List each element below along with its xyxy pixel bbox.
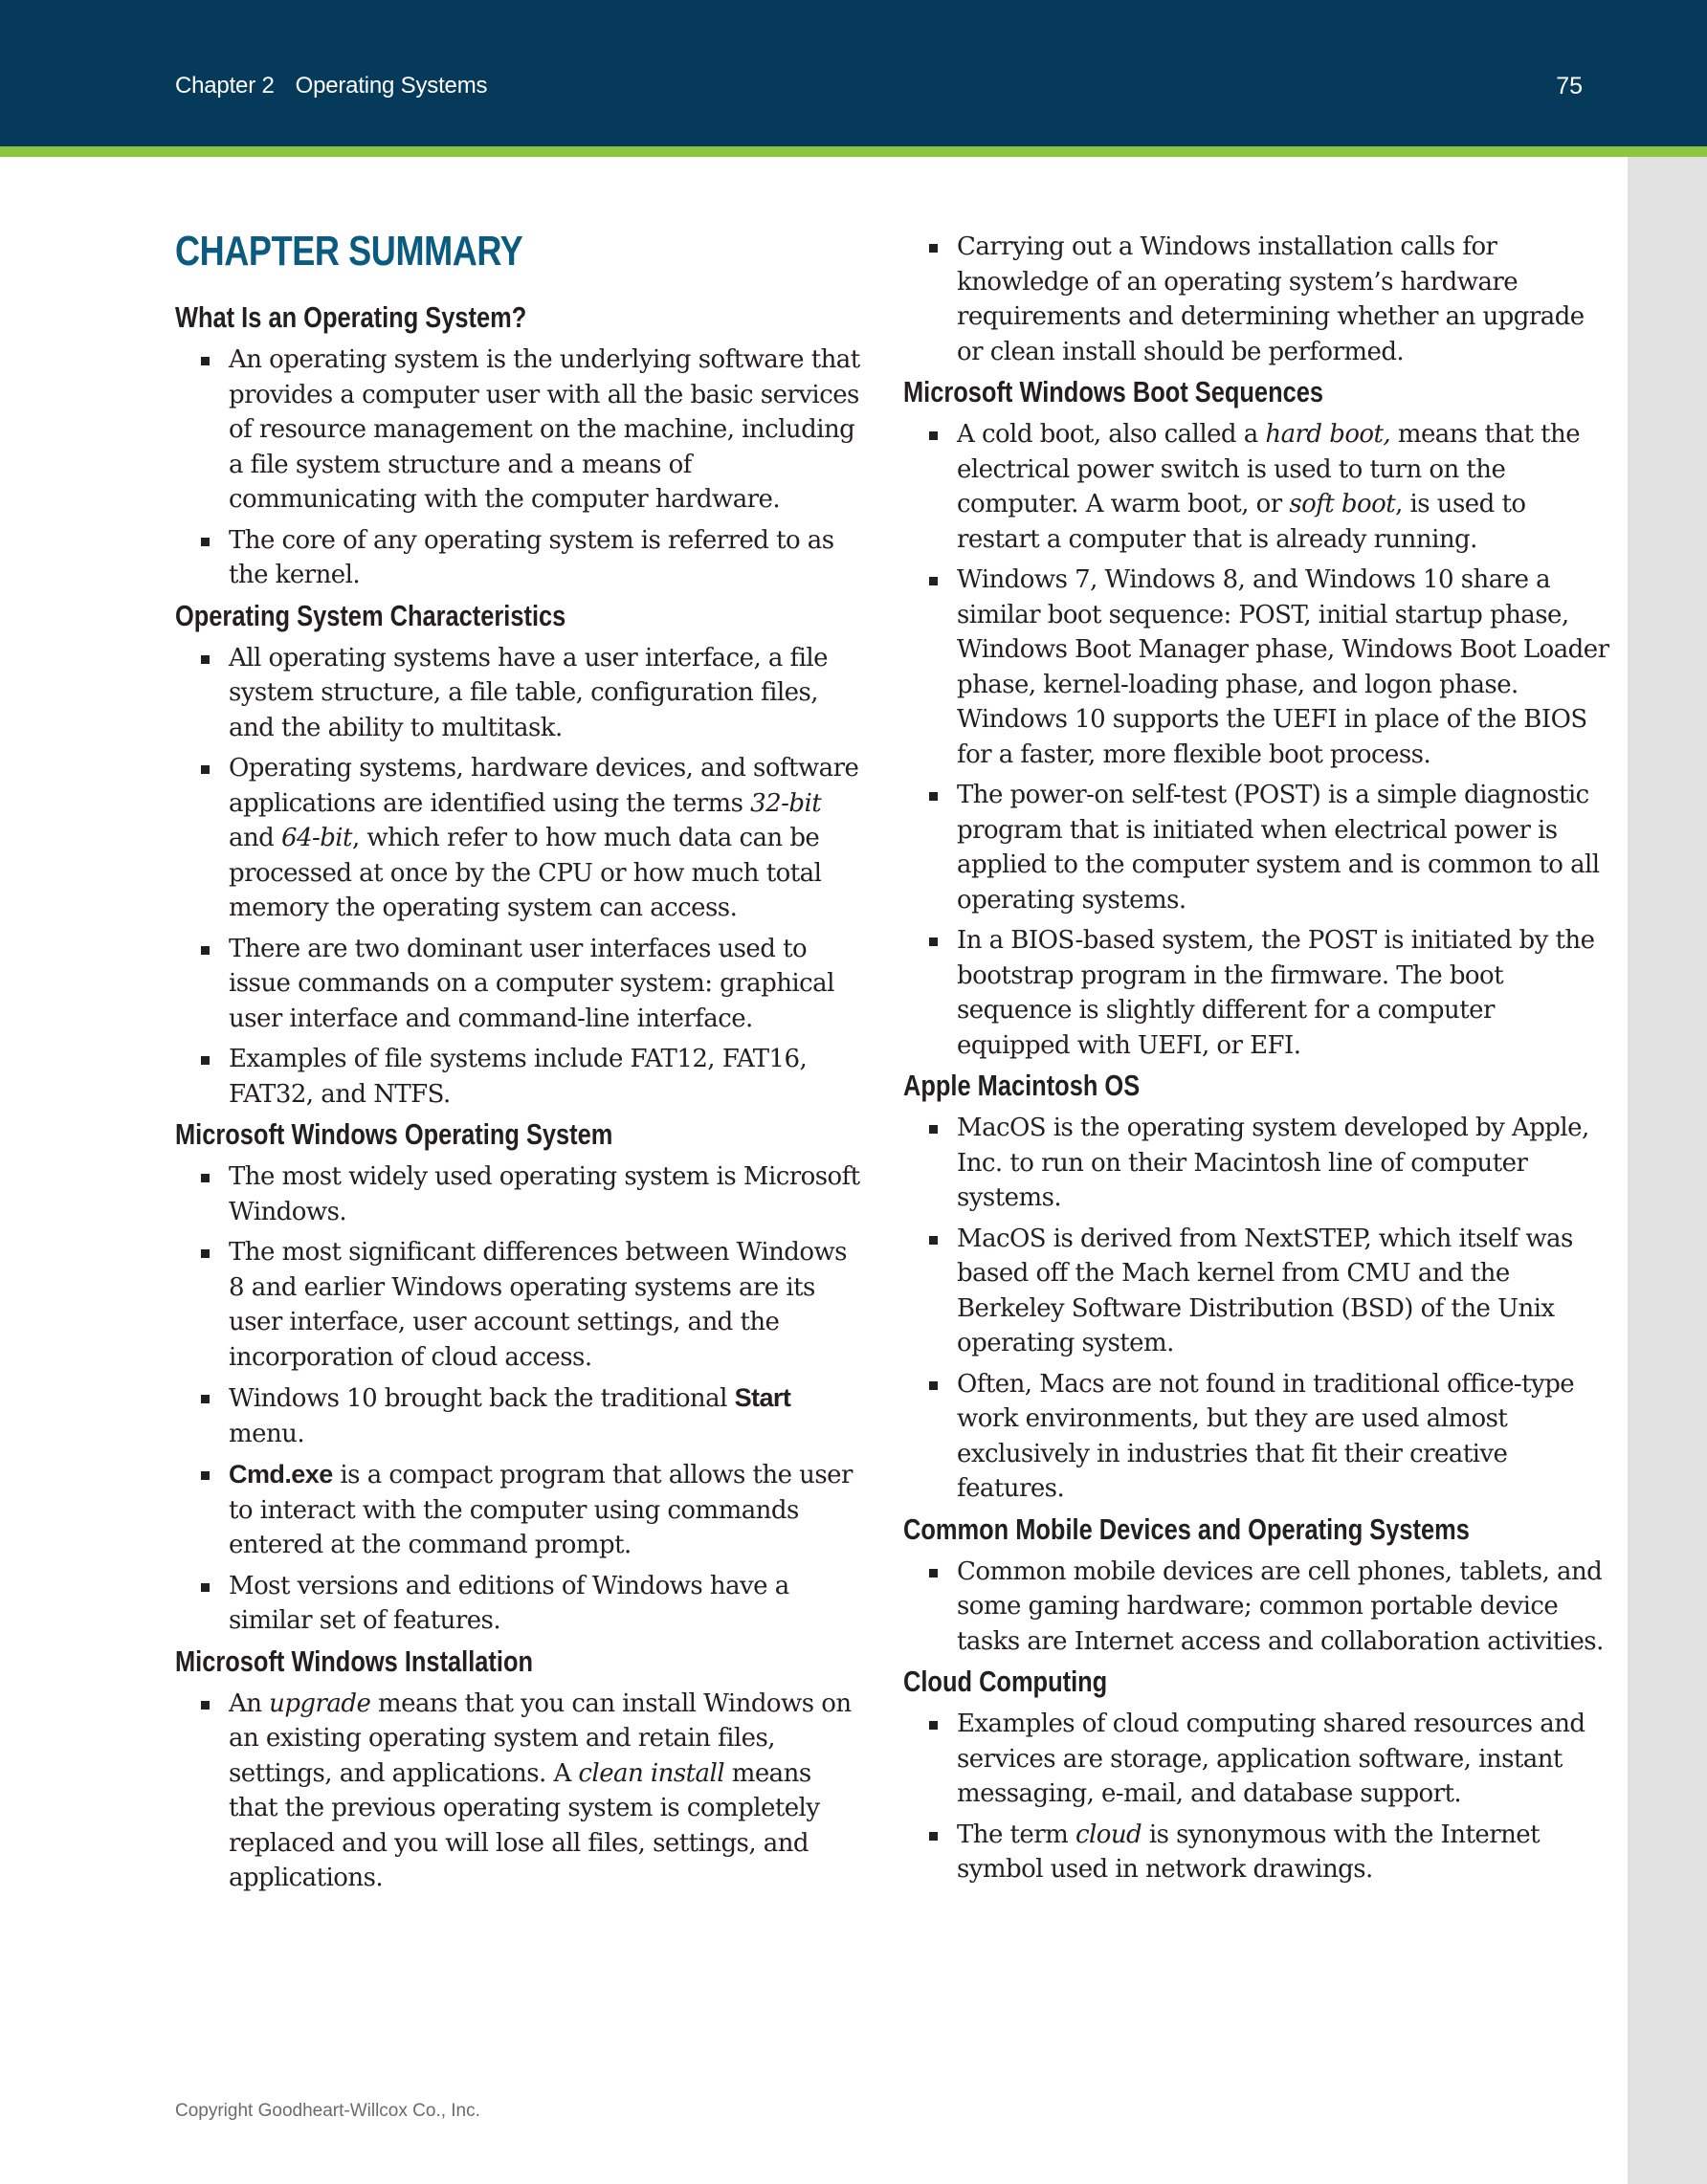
bullet-list — [903, 1707, 1611, 1887]
italic-term: upgrade — [269, 1688, 371, 1718]
bullet-list — [175, 1159, 864, 1639]
text-run: An — [229, 1688, 270, 1718]
text-run: , which refer to how much data can be processed at once by the CPU or how much total memory the operating system can access. — [229, 824, 822, 922]
bullet-list — [903, 417, 1611, 1063]
text-run: is synonymous with the Internet symbol used in network drawings. — [957, 1820, 1540, 1884]
text-run: is a compact program that allows the user to interact with the computer using commands entered at the command prompt. — [229, 1461, 853, 1559]
page-title: CHAPTER SUMMARY — [175, 228, 523, 275]
italic-term: cloud — [1075, 1820, 1142, 1849]
list-item: Most versions and editions of Windows have a similar set of features. — [175, 1569, 864, 1639]
section-heading-windows-install: Microsoft Windows Installation — [175, 1644, 534, 1678]
bullet-list — [175, 641, 864, 1113]
list-item: The power-on self-test (POST) is a simple diagnostic program that is initiated when electrical power is applied to the computer system and is common to all operating systems. — [903, 778, 1611, 917]
list-item — [903, 1818, 1611, 1887]
list-item: The most widely used operating system is Microsoft Windows. — [175, 1159, 864, 1229]
right-column — [903, 230, 1611, 1893]
list-item: Windows 7, Windows 8, and Windows 10 share a similar boot sequence: POST, initial startup phase, Windows Boot Manager phase, Windows Boot Loader phase, kernel-loading phase, and logon phase. Windows 10 supports the UEFI in place of the BIOS for a faster, more flexible boot process. — [903, 563, 1611, 772]
text-run: The term — [957, 1820, 1075, 1849]
text-run: means that you can install Windows on an existing operating system and retain files, settings, and applications. A — [229, 1688, 852, 1788]
text-run: means that the previous operating system is completely replaced and you will lose all files, settings, and applications. — [229, 1758, 820, 1892]
text-run: A cold boot, also called a — [957, 420, 1266, 449]
ui-term: Cmd.exe — [229, 1460, 333, 1489]
bullet-list — [903, 1111, 1611, 1507]
ui-term: Start — [734, 1383, 791, 1412]
list-item: An operating system is the underlying software that provides a computer user with all the basic services of resource management on the machine, including a file system structure and a means of communicating with the computer hardware. — [175, 342, 864, 518]
list-item: Common mobile devices are cell phones, tablets, and some gaming hardware; common portable device tasks are Internet access and collaboration activities. — [903, 1555, 1611, 1660]
list-item: Carrying out a Windows installation calls for knowledge of an operating system’s hardware requirements and determining whether an upgrade or clean install should be performed. — [903, 230, 1611, 369]
margin-bar — [1628, 157, 1707, 2184]
copyright-footer: Copyright Goodheart-Willcox Co., Inc. — [175, 2101, 480, 2121]
list-item: Examples of file systems include FAT12, FAT16, FAT32, and NTFS. — [175, 1042, 864, 1112]
section-heading-cloud: Cloud Computing — [903, 1665, 1108, 1698]
bullet-list — [175, 1687, 864, 1896]
italic-term: 32-bit — [750, 788, 822, 818]
list-item: In a BIOS-based system, the POST is initiated by the bootstrap program in the firmware. The boot sequence is slightly different for a computer equipped with UEFI, or EFI. — [903, 923, 1611, 1063]
text-run: means that the electrical power switch is used to turn on the computer. A warm boot, or — [957, 420, 1581, 518]
bullet-list — [903, 1555, 1611, 1660]
text-run: menu. — [229, 1419, 305, 1448]
section-heading-characteristics: Operating System Characteristics — [175, 598, 566, 632]
section-heading-mac: Apple Macintosh OS — [903, 1069, 1141, 1102]
page-number: 75 — [1556, 73, 1583, 99]
list-item — [175, 751, 864, 926]
italic-term: 64-bit — [280, 824, 352, 852]
list-item: All operating systems have a user interface, a file system structure, a file table, configuration files, and the ability to multitask. — [175, 641, 864, 746]
section-heading-boot: Microsoft Windows Boot Sequences — [903, 375, 1324, 408]
list-item: The core of any operating system is referred to as the kernel. — [175, 523, 864, 593]
list-item: Examples of cloud computing shared resources and services are storage, application software, instant messaging, e-mail, and database support. — [903, 1707, 1611, 1812]
running-head-title: Operating Systems — [295, 73, 488, 99]
text-run: Windows 10 brought back the traditional — [229, 1384, 735, 1413]
list-item: Often, Macs are not found in traditional office-type work environments, but they are used almost exclusively in industries that fit their creative features. — [903, 1367, 1611, 1507]
left-column — [175, 228, 864, 1902]
list-item — [903, 417, 1611, 557]
list-item: MacOS is derived from NextSTEP, which itself was based off the Mach kernel from CMU and the Berkeley Software Distribution (BSD) of the Unix operating system. — [903, 1222, 1611, 1361]
section-heading-what-is-os: What Is an Operating System? — [175, 300, 527, 334]
list-item — [175, 1687, 864, 1896]
italic-term: hard boot, — [1265, 420, 1391, 449]
list-item: There are two dominant user interfaces used to issue commands on a computer system: graphical user interface and command-line interface. — [175, 932, 864, 1037]
italic-term: soft boot — [1289, 490, 1396, 518]
text-run: and — [229, 824, 281, 852]
italic-term: clean install — [578, 1758, 725, 1788]
section-heading-mobile: Common Mobile Devices and Operating Systems — [903, 1511, 1470, 1546]
text-run: , is used to restart a computer that is already running. — [957, 490, 1526, 554]
list-item — [175, 1380, 864, 1451]
header-accent-rule — [0, 146, 1707, 157]
list-item: The most significant differences between Windows 8 and earlier Windows operating systems are its user interface, user account settings, and the incorporation of cloud access. — [175, 1235, 864, 1375]
running-head-chapter: Chapter 2 — [175, 73, 275, 99]
bullet-list — [175, 342, 864, 593]
list-item — [175, 1457, 864, 1563]
bullet-list — [903, 230, 1611, 369]
section-heading-windows-os: Microsoft Windows Operating System — [175, 1117, 613, 1151]
list-item: MacOS is the operating system developed by Apple, Inc. to run on their Macintosh line of computer systems. — [903, 1111, 1611, 1216]
text-run: Operating systems, hardware devices, and software applications are identified using the terms — [229, 754, 859, 818]
running-head — [175, 73, 487, 99]
